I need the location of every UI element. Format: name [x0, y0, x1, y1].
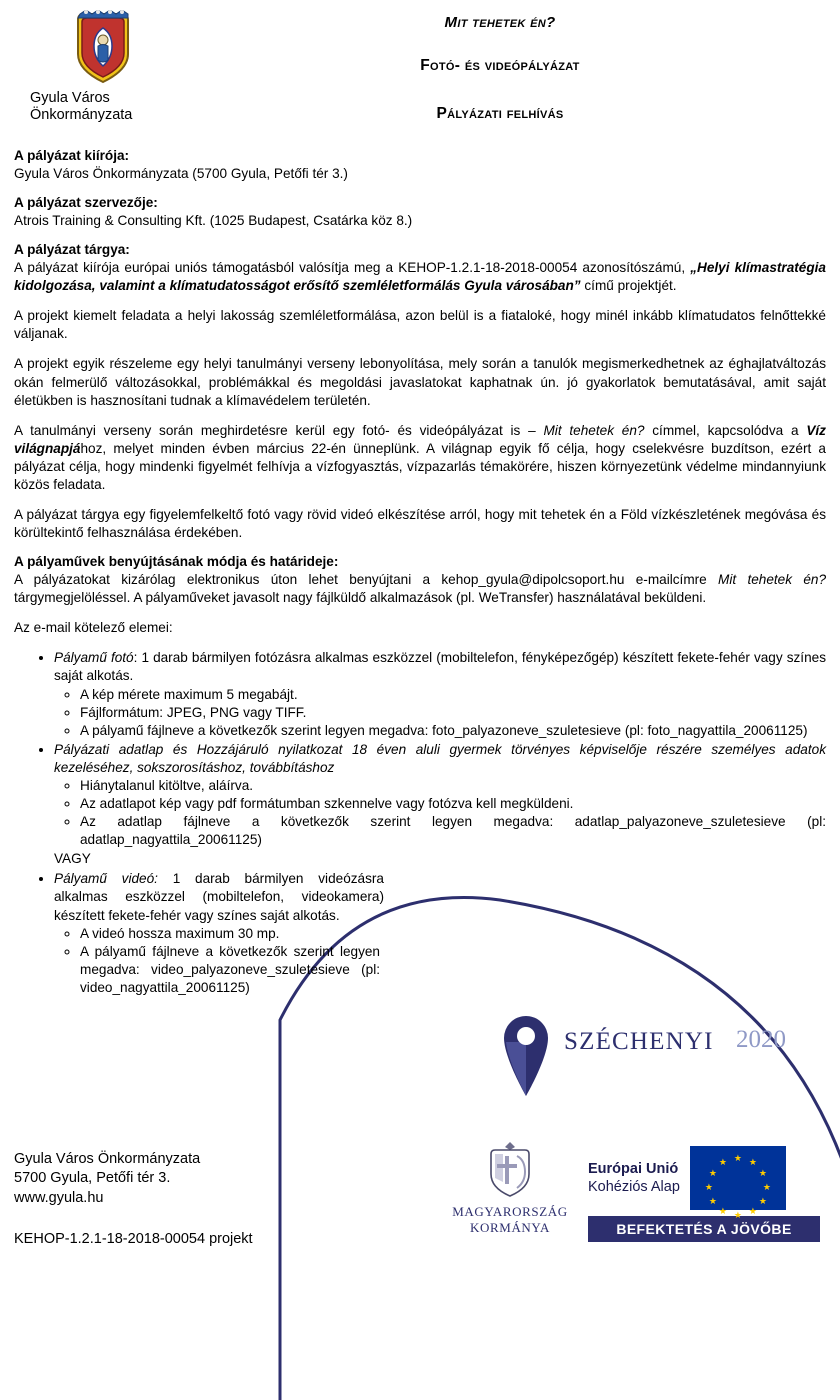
- targy-p4-part-b: címmel, kapcsolódva a: [644, 422, 807, 438]
- list-item: ◦ A pályamű fájlneve a következők szerint legyen megadva: foto_palyazoneve_szuletesieve (pl: foto_nagyattila_20061125): [80, 722, 826, 740]
- text-email-intro: Az e-mail kötelező elemei:: [14, 620, 173, 636]
- document-body: [14, 148, 826, 997]
- document-subtitle: Fotó- és videópályázat: [420, 57, 580, 74]
- magyarorszag-line1: MAGYARORSZÁG: [452, 1204, 568, 1219]
- text-targy-p4: [14, 422, 826, 494]
- list-item: ◦ A pályamű fájlneve a következők szerint legyen megadva: video_palyazoneve_szuletesieve (pl: video_nagyattila_20061125): [80, 943, 380, 997]
- heading-kiiro: A pályázat kiírója:: [14, 148, 130, 163]
- targy-p1-part-a: A pályázat kiírója európai uniós támogatásból valósítja meg a KEHOP-1.2.1-18-2018-00054 azonosítószámú,: [14, 260, 691, 276]
- text-szervezo: Atrois Training & Consulting Kft. (1025 Budapest, Csatárka köz 8.): [14, 213, 413, 229]
- adatlap-sublist: [54, 777, 826, 849]
- crest-block: [28, 10, 178, 123]
- hungary-coat-of-arms-icon: [479, 1138, 541, 1200]
- foto-sublist: [54, 686, 826, 740]
- list-item-foto-label: Pályamű fotó: [54, 650, 134, 666]
- gyula-coat-of-arms-icon: [72, 10, 134, 86]
- document-kicker: Pályázati felhívás: [436, 105, 564, 122]
- document-footer: [14, 1150, 253, 1250]
- list-item: ◦ Az adatlap fájlneve a következők szerint legyen megadva: adatlap_palyazoneve_szuletesieve (pl: adatlap_nagyattila_20061125): [80, 813, 826, 849]
- heading-szervezo: A pályázat szervezője:: [14, 195, 158, 211]
- text-targy-p5: A pályázat tárgya egy figyelemfelkeltő fotó vagy rövid videó elkészítése arról, hogy mit tehetek én a Föld vízkészletének megóvása és körültekintő felhasználása érdekében.: [14, 507, 826, 541]
- heading-benyujtas: A pályaművek benyújtásának módja és határideje:: [14, 554, 339, 570]
- list-item-video-text: 1 darab bármilyen videózásra alkalmas eszközzel (mobiltelefon, videokamera) készített fekete-fehér vagy színes saját alkotás.: [54, 871, 384, 923]
- list-item-video: [54, 870, 384, 997]
- text-vagy: VAGY: [54, 851, 91, 867]
- szechenyi-wordmark: SZÉCHENYI: [564, 1028, 714, 1055]
- text-kiiro: Gyula Város Önkormányzata (5700 Gyula, Petőfi tér 3.): [14, 166, 348, 181]
- eu-caption: [588, 1160, 690, 1196]
- footer-website[interactable]: www.gyula.hu: [14, 1189, 104, 1206]
- list-item: ◦ Fájlformátum: JPEG, PNG vagy TIFF.: [80, 704, 826, 722]
- eu-line2: Kohéziós Alap: [588, 1179, 680, 1195]
- header-titles: [174, 14, 826, 123]
- footer-line1: Gyula Város Önkormányzata: [14, 1150, 201, 1167]
- targy-p4-bold-italic: Víz világnapjá: [14, 422, 826, 456]
- list-item-video-label: Pályamű videó:: [54, 871, 158, 887]
- text-targy-p3: A projekt egyik részeleme egy helyi tanulmányi verseny lebonyolítása, mely során a tanulók megismerkedhetnek az éghajlatváltozás okán felmerülő változásokkal, problémákkal és megoldási javaslatokat kaphatnak ún. jó gyakorlatok bemutatásával, amit saját életükben is hasznosítani tudnak a klímavédelem területén.: [14, 356, 826, 408]
- szechenyi-year: 2020: [736, 1026, 786, 1053]
- szechenyi-pin-icon: [498, 1006, 554, 1098]
- document-header: [14, 8, 826, 148]
- szechenyi-2020-logo: [498, 1004, 798, 1100]
- video-list: [14, 870, 826, 997]
- eu-line1: Európai Unió: [588, 1160, 679, 1177]
- crest-caption-line1: Gyula Város: [30, 90, 110, 106]
- targy-p1-quote: „Helyi klímastratégia kidolgozása, valamint a klímatudatosságot erősítő szemléletformálás Gyula városában”: [14, 260, 826, 294]
- eu-row: [588, 1146, 820, 1220]
- benyujtas-part-b: tárgymegjelöléssel. A pályaműveket javasolt nagy fájlküldő alkalmazások (pl. WeTransfer) használatával beküldeni.: [14, 590, 707, 606]
- heading-targy: A pályázat tárgya:: [14, 242, 130, 258]
- targy-p4-part-c: hoz, melyet minden évben március 22-én ünneplünk. A világnap egyik fő célja, hogy cselekvésre buzdítson, ezért a pályázat célja, hogy mindenki figyelmét felhívja a vízfogyasztás, vízpazarlás témakörére, hiszen környezetünk védelme mindannyiunk közös feladata.: [14, 440, 826, 492]
- requirements-list: [14, 649, 826, 849]
- footer-project-id: KEHOP-1.2.1-18-2018-00054 projekt: [14, 1231, 253, 1248]
- list-item-foto-text: : 1 darab bármilyen fotózásra alkalmas eszközzel (mobiltelefon, fényképezőgép) készített fekete-fehér vagy színes saját alkotás.: [54, 650, 827, 684]
- targy-p4-part-a: A tanulmányi verseny során meghirdetésre kerül egy fotó- és videópályázat is –: [14, 422, 544, 438]
- list-item: ◦ Hiánytalanul kitöltve, aláírva.: [80, 777, 826, 795]
- eu-logo-block: [588, 1146, 820, 1242]
- list-item-adatlap-label: Pályázati adatlap és Hozzájáruló nyilatkozat 18 éven aluli gyermek törvényes képviselője részére személyes adatok kezeléséhez, sokszorosításhoz, továbbításhoz: [54, 741, 826, 775]
- eu-flag-icon: ★ ★ ★ ★ ★ ★ ★ ★ ★ ★ ★ ★: [690, 1146, 786, 1210]
- text-benyujtas: [14, 571, 826, 607]
- benyujtas-italic: Mit tehetek én?: [718, 572, 827, 588]
- document-title: Mit tehetek én?: [444, 14, 556, 31]
- text-targy-p1: [14, 259, 826, 295]
- targy-p1-part-b: című projektjét.: [580, 278, 677, 294]
- crest-caption: [28, 90, 178, 123]
- befektetes-banner: BEFEKTETÉS A JÖVŐBE: [588, 1216, 820, 1242]
- list-item-foto: [54, 649, 826, 739]
- targy-p4-italic: Mit tehetek én?: [543, 422, 645, 438]
- benyujtas-part-a: A pályázatokat kizárólag elektronikus úton lehet benyújtani a kehop_gyula@dipolcsoport.hu e-mailcímre: [14, 572, 719, 588]
- list-item: ◦ A kép mérete maximum 5 megabájt.: [80, 686, 826, 704]
- list-item-adatlap: [54, 741, 826, 849]
- text-targy-p2: A projekt kiemelt feladata a helyi lakosság szemléletformálása, azon belül is a fiataloké, hogy minél inkább klímatudatos felnőttekké váljanak.: [14, 308, 826, 342]
- bottom-logo-strip: [440, 1138, 820, 1254]
- footer-line2: 5700 Gyula, Petőfi tér 3.: [14, 1170, 171, 1187]
- list-item: ◦ A videó hossza maximum 30 mp.: [80, 925, 380, 943]
- magyarorszag-line2: KORMÁNYA: [470, 1220, 550, 1236]
- magyarorszag-kormanya-logo: [440, 1138, 580, 1237]
- magyarorszag-caption: [440, 1204, 580, 1237]
- video-sublist: [54, 925, 384, 997]
- crest-caption-line2: Önkormányzata: [30, 106, 133, 123]
- list-item: ◦ Az adatlapot kép vagy pdf formátumban szkennelve vagy fotózva kell megküldeni.: [80, 795, 826, 813]
